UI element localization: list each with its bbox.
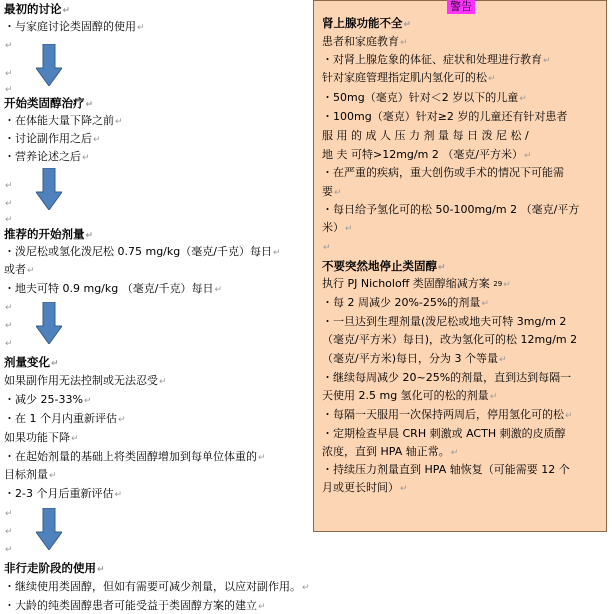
text-line: 如果副作用无法控制或无法忍受↵ — [4, 374, 167, 387]
paragraph-mark-icon: ↵ — [5, 181, 13, 191]
list-item: ・在体能大量下降之前↵ — [4, 114, 123, 127]
paragraph-mark-icon: ↵ — [5, 215, 13, 225]
list-item: ・继续使用类固醇，但如有需要可减少剂量，以应对副作用。↵ — [4, 580, 310, 593]
warning-line: （毫克/平方米)每日，分为 3 个等量↵ — [322, 352, 507, 365]
warning-line: 米）↵ — [322, 221, 353, 234]
paragraph-mark-icon: ↵ — [5, 509, 13, 519]
section-start-dose-title: 推荐的开始剂量↵ — [4, 227, 94, 241]
warning-line: ・持续压力剂量直到 HPA 轴恢复（可能需要 12 个 — [322, 463, 570, 476]
list-item: ・讨论副作用之后↵ — [4, 132, 101, 145]
warning-taper-title: 不要突然地停止类固醇↵ — [322, 259, 446, 273]
list-item: ・在起始剂量的基础上将类固醇增加到每单位体重的↵ — [4, 450, 266, 463]
warning-line: （毫克/平方米）每日)，改为氢化可的松 12mg/m 2 — [322, 333, 578, 346]
paragraph-mark-icon: ↵ — [5, 545, 13, 555]
section-dose-change-title: 剂量变化↵ — [4, 355, 59, 369]
warning-line: 浓度，直到 HPA 轴正常。↵ — [322, 445, 459, 458]
arrow-down-icon — [36, 508, 62, 550]
list-item: ・泼尼松或氢化泼尼松 0.75 mg/kg（毫克/千克）每日↵ — [4, 245, 281, 258]
warning-line: 执行 PJ Nicholoff 类固醇缩减方案 $^{29}$↵ — [322, 277, 511, 290]
paragraph-mark-icon: ↵ — [5, 339, 13, 349]
warning-line: 天使用 2.5 mg 氢化可的松的剂量↵ — [322, 389, 498, 402]
warning-line: ・定期检查早晨 CRH 刺激或 ACTH 刺激的皮质醇 — [322, 427, 566, 440]
warning-line: 针对家庭管理指定肌内氢化可的松↵ — [322, 71, 496, 84]
arrow-down-icon — [36, 302, 62, 344]
warning-line: 地 夫 可特>12mg/m 2 （毫克/平方米）↵ — [322, 148, 532, 161]
warning-line: 患者和家庭教育↵ — [322, 35, 408, 48]
warning-line: ・每 2 周减少 20%-25%的剂量↵ — [322, 296, 489, 309]
warning-line: ・50mg（毫克）针对＜2 岁以下的儿童↵ — [322, 91, 527, 104]
list-item: ・地夫可特 0.9 mg/kg （毫克/千克）每日↵ — [4, 282, 222, 295]
warning-line: ・在严重的疾病，重大创伤或手术的情况下可能需 — [322, 166, 564, 179]
warning-line: 要↵ — [322, 185, 342, 198]
paragraph-mark-icon: ↵ — [323, 243, 331, 253]
warning-adrenal-title: 肾上腺功能不全↵ — [322, 16, 412, 30]
warning-badge: 警告 — [447, 0, 475, 14]
paragraph-mark-icon: ↵ — [5, 69, 13, 79]
section-initial-discussion-title: 最初的讨论↵ — [4, 2, 71, 16]
warning-line: ・每日给予氢化可的松 50-100mg/m 2 （毫克/平方 — [322, 203, 580, 216]
text-line: 目标剂量↵ — [4, 468, 57, 481]
list-item: ・在 1 个月内重新评估↵ — [4, 412, 126, 425]
warning-line: 服 用 的 成 人 压 力 剂 量 每 日 泼 尼 松 / — [322, 129, 529, 142]
paragraph-mark-icon: ↵ — [5, 321, 13, 331]
text-line: 如果功能下降↵ — [4, 431, 79, 444]
arrow-down-icon — [36, 168, 62, 210]
paragraph-mark-icon: ↵ — [5, 303, 13, 313]
warning-line: ・每隔一天服用一次保持两周后，停用氢化可的松↵ — [322, 408, 573, 421]
paragraph-mark-icon: ↵ — [5, 199, 13, 209]
list-item: ・营养论述之后↵ — [4, 150, 90, 163]
arrow-down-icon — [36, 44, 62, 86]
warning-line: 月或更长时间）↵ — [322, 481, 408, 494]
text-line: 或者↵ — [4, 263, 35, 276]
list-item: ・大龄的纯类固醇患者可能受益于类固醇方案的建立↵ — [4, 599, 266, 612]
section-start-steroid-title: 开始类固醇治疗↵ — [4, 96, 94, 110]
list-item: ・减少 25-33%↵ — [4, 393, 92, 406]
warning-line: ・对肾上腺危象的体征、症状和处理进行教育↵ — [322, 53, 551, 66]
list-item: ・2-3 个月后重新评估↵ — [4, 487, 123, 500]
section-nonambulatory-title: 非行走阶段的使用↵ — [4, 561, 105, 575]
paragraph-mark-icon: ↵ — [5, 527, 13, 537]
citation-superscript: 29 — [493, 280, 503, 288]
paragraph-mark-icon: ↵ — [5, 85, 13, 95]
warning-line: ・100mg（毫克）针对≥2 岁的儿童还有针对患者 — [322, 110, 568, 123]
warning-line: ・继续每周减少 20~25%的剂量，直到达到每隔一 — [322, 371, 572, 384]
warning-line: ・一旦达到生理剂量(泼尼松或地夫可特 3mg/m 2 — [322, 315, 567, 328]
list-item: ・与家庭讨论类固醇的使用↵ — [4, 20, 145, 33]
paragraph-mark-icon: ↵ — [5, 41, 13, 51]
